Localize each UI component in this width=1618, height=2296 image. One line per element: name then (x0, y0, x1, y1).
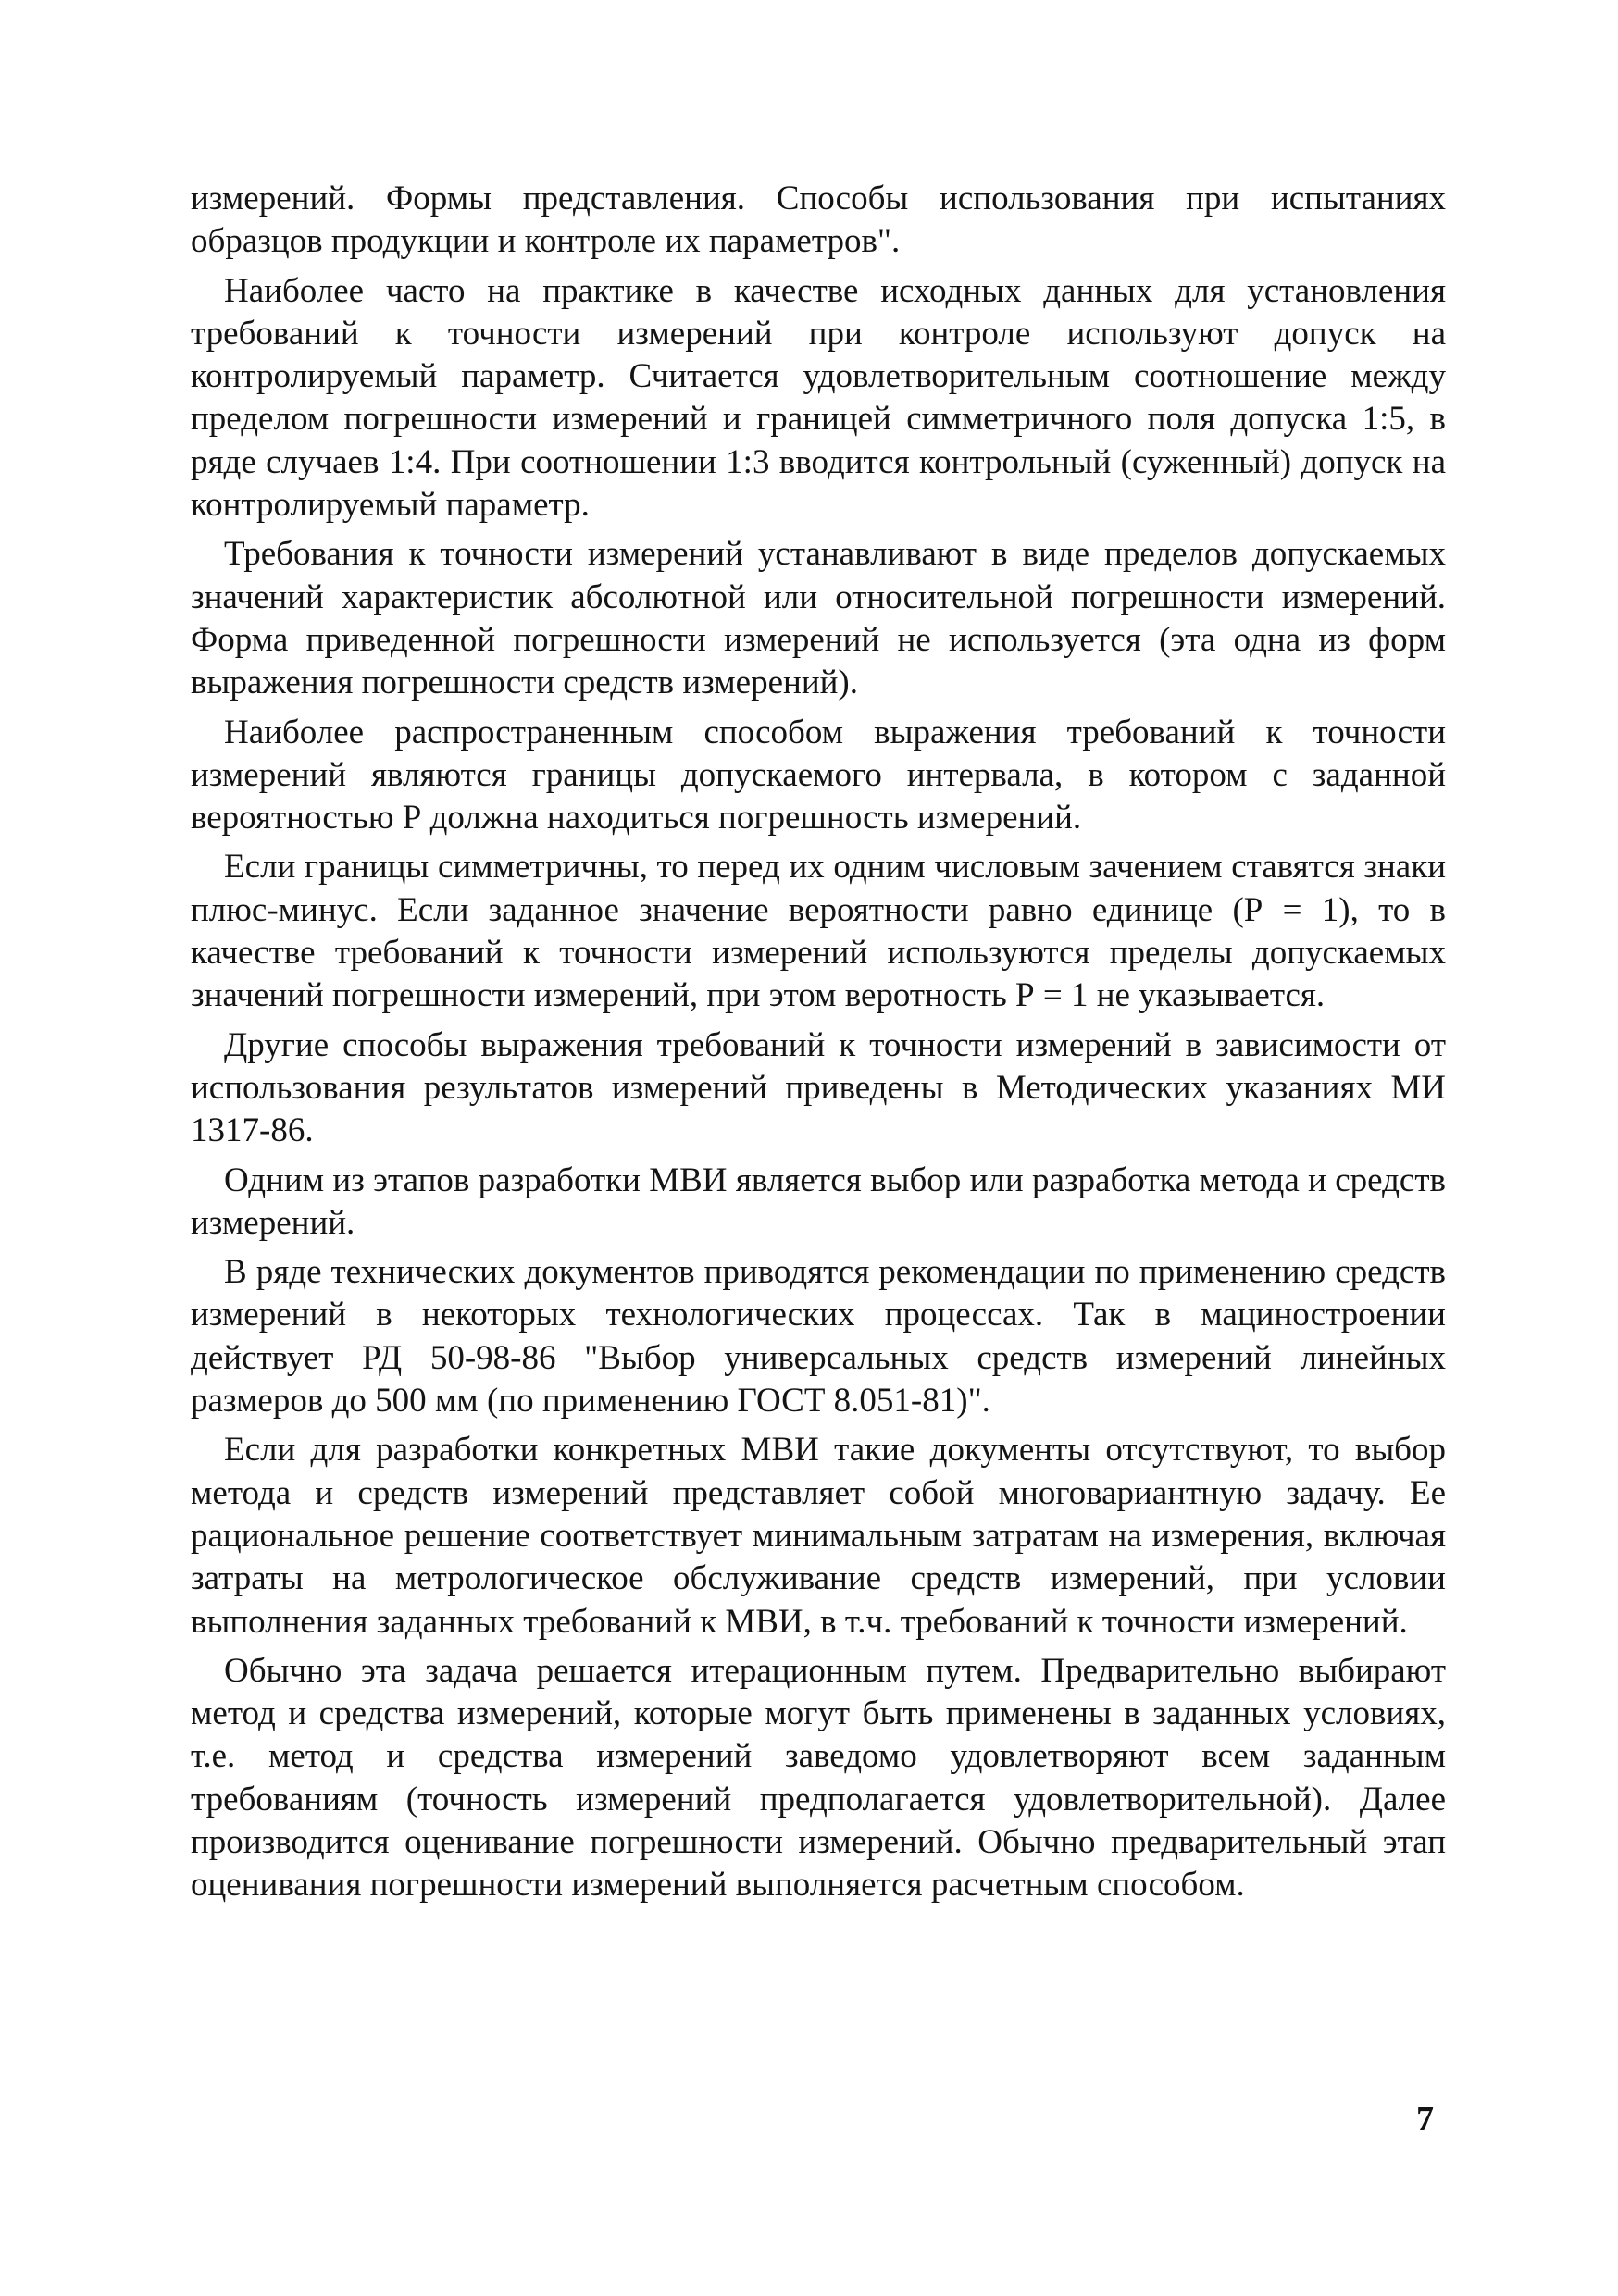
paragraph-tolerance-ratio: Наиболее часто на практике в качестве исходных данных для установления требований к точности измерений при контроле используют допуск на контролируемый параметр. Считается удовлетворительным соотношение между пределом погрешности измерений и границей симметричного поля допуска 1:5, в ряде случаев 1:4. При соотношении 1:3 вводится контрольный (суженный) допуск на контролируемый параметр. (191, 271, 1446, 525)
paragraph-multivariant-task: Если для разработки конкретных МВИ такие документы отсутствуют, то выбор метода и средств измерений представляет собой многовариантную задачу. Ее рациональное решение соответствует минимальным затратам на измерения, включая затраты на метрологическое обслуживание средств измерений, при условии выполнения заданных требований к МВИ, в т.ч. требований к точности измерений. (191, 1431, 1446, 1641)
paragraph-technical-documents: В ряде технических документов приводятся рекомендации по применению средств измерений в некоторых технологических процессах. Так в мациностроении действует РД 50-98-86 "Выбор универсальных средств измерений линейных размеров до 500 мм (по применению ГОСТ 8.051-81)". (191, 1253, 1446, 1421)
paragraph-interval-bounds: Наиболее распространенным способом выражения требований к точности измерений являются границы допускаемого интервала, в котором с заданной вероятностью Р должна находиться погрешность измерений. (191, 713, 1446, 838)
body-text (191, 178, 1446, 1914)
page-number: 7 (1416, 2100, 1434, 2139)
paragraph-symmetric-bounds: Если границы симметричны, то перед их одним числовым зачением ставятся знаки плюс-минус. Если заданное значение вероятности равно единице (Р = 1), то в качестве требований к точности измерений используются пределы допускаемых значений погрешности измерений, при этом веротность Р = 1 не указывается. (191, 848, 1446, 1015)
paragraph-other-methods: Другие способы выражения требований к точности измерений в зависимости от использования результатов измерений приведены в Методических указаниях МИ 1317-86. (191, 1025, 1446, 1150)
paragraph-accuracy-requirements: Требования к точности измерений устанавливают в виде пределов допускаемых значений характеристик абсолютной или относительной погрешности измерений. Форма приведенной погрешности измерений не используется (эта одна из форм выражения погрешности средств измерений). (191, 535, 1446, 702)
paragraph-iterative-solution: Обычно эта задача решается итерационным путем. Предварительно выбирают метод и средства измерений, которые могут быть применены в заданных условиях, т.е. метод и средства измерений заведомо удовлетворяют всем заданным требованиям (точность измерений предполагается удовлетворительной). Далее производится оценивание погрешности измерений. Обычно предварительный этап оценивания погрешности измерений выполняется расчетным способом. (191, 1651, 1446, 1905)
paragraph-continuation: измерений. Формы представления. Способы использования при испытаниях образцов продукции и контроле их параметров". (191, 180, 1446, 261)
paragraph-method-selection: Одним из этапов разработки МВИ является выбор или разработка метода и средств измерений. (191, 1160, 1446, 1242)
